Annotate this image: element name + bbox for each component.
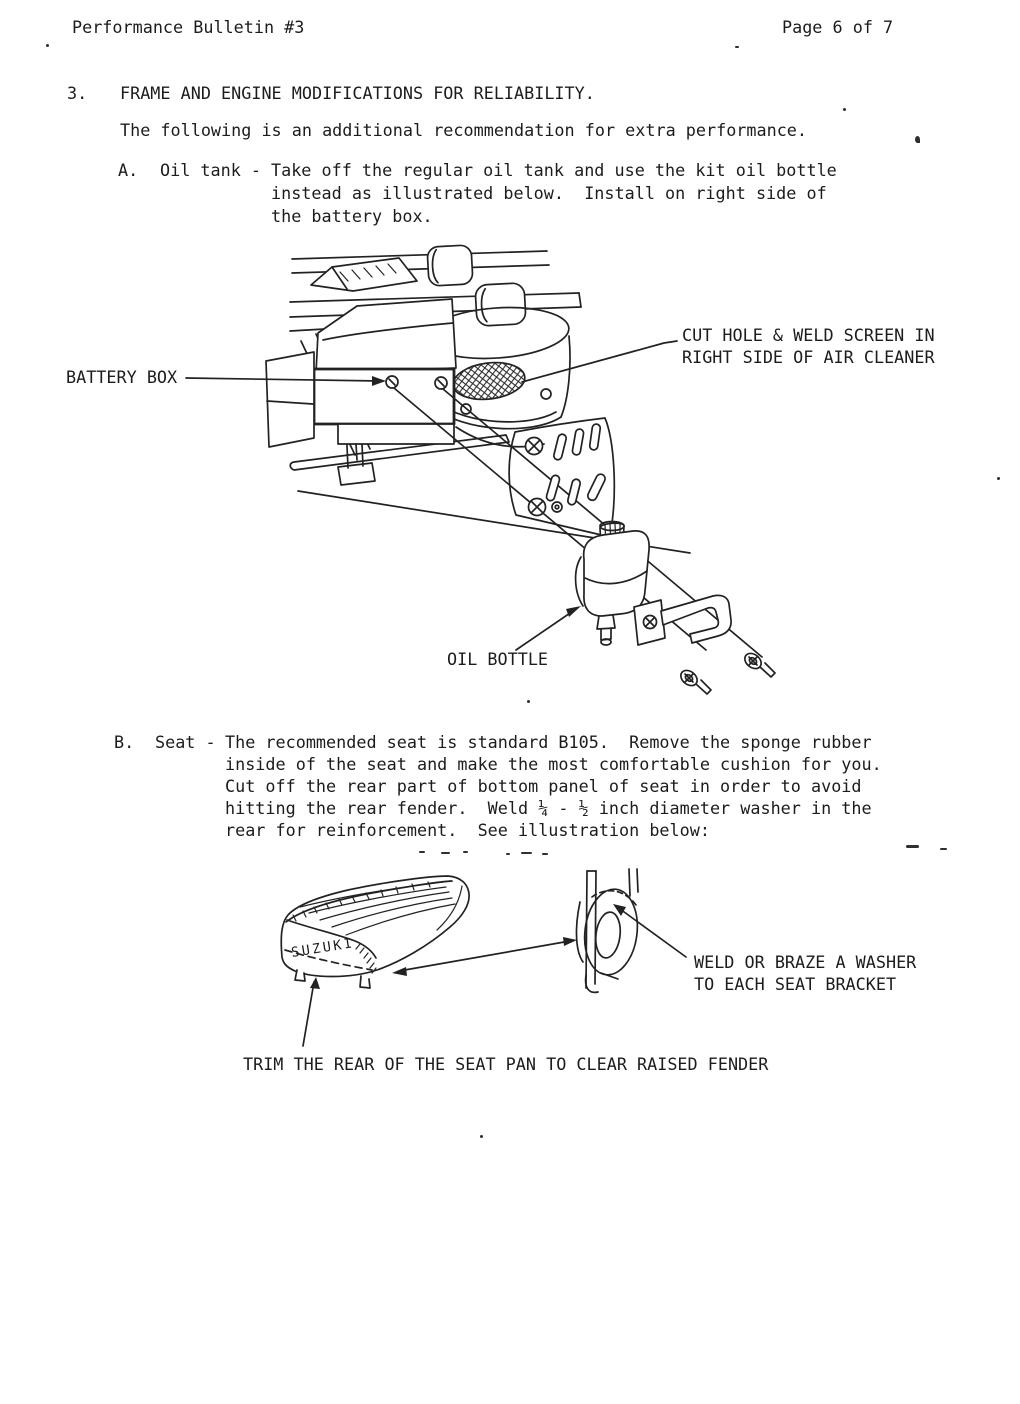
item-b-line4: hitting the rear fender. Weld ¼ - ½ inch diameter washer in the	[225, 798, 872, 818]
washer	[580, 886, 642, 978]
item-a-line1: Take off the regular oil tank and use the kit oil bottle	[271, 160, 837, 180]
weld-label-line2: TO EACH SEAT BRACKET	[694, 974, 897, 994]
weld-washer-leader	[620, 909, 686, 957]
gusset-plate	[311, 258, 417, 291]
scan-noise-dot	[735, 46, 739, 48]
scan-noise-dot	[997, 477, 1000, 480]
item-b-letter: B.	[114, 732, 135, 752]
scan-noise-dash	[542, 853, 548, 855]
scan-noise-dash	[419, 851, 425, 853]
scan-noise-dot	[46, 44, 49, 47]
item-b-line5: rear for reinforcement. See illustration below:	[225, 820, 710, 840]
trim-label: TRIM THE REAR OF THE SEAT PAN TO CLEAR RAISED FENDER	[243, 1054, 769, 1074]
oil-tank-diagram	[40, 238, 980, 708]
mounting-bracket-strap	[634, 595, 731, 645]
cut-hole-label-line1: CUT HOLE & WELD SCREEN IN	[682, 325, 935, 345]
scan-noise-dot	[843, 108, 846, 111]
seat-drawing	[281, 876, 469, 988]
item-b-line1: The recommended seat is standard B105. Remove the sponge rubber	[225, 732, 872, 752]
battery-box-label: BATTERY BOX	[66, 367, 178, 387]
item-a-label: Oil tank -	[160, 160, 262, 180]
scan-noise-dash	[521, 852, 532, 854]
scan-noise-dash	[906, 845, 919, 848]
weld-label-line1: WELD OR BRAZE A WASHER	[694, 952, 917, 972]
cut-hole-label-line2: RIGHT SIDE OF AIR CLEANER	[682, 347, 935, 367]
mounting-screw	[678, 667, 711, 694]
item-a-line3: the battery box.	[271, 206, 433, 226]
scan-noise-dash	[441, 852, 450, 854]
scan-noise-dash	[940, 848, 947, 850]
scan-noise-dot	[527, 700, 530, 703]
scan-noise-dot	[480, 1135, 483, 1138]
section-intro: The following is an additional recommendation for extra performance.	[120, 120, 808, 140]
header-title: Performance Bulletin #3	[72, 17, 305, 37]
screen-hole-hatched	[451, 359, 527, 404]
item-b-label: Seat -	[155, 732, 216, 752]
item-a-letter: A.	[118, 160, 139, 180]
seat-diagram	[240, 860, 1000, 1095]
item-b-line3: Cut off the rear part of bottom panel of seat in order to avoid	[225, 776, 862, 796]
cut-hole-leader	[522, 341, 677, 382]
seat-brand-text: SUZUKI	[290, 935, 356, 961]
item-a-line2: instead as illustrated below. Install on right side of	[271, 183, 827, 203]
trim-note-arrow	[303, 982, 314, 1046]
oil-bottle-leader	[516, 609, 576, 650]
seat-bracket	[576, 869, 642, 992]
scan-noise-dash	[463, 851, 468, 853]
item-b-line2: inside of the seat and make the most comfortable cushion for you.	[225, 754, 882, 774]
scan-noise-dash	[506, 853, 510, 855]
section-heading: FRAME AND ENGINE MODIFICATIONS FOR RELIABILITY.	[120, 83, 595, 103]
section-number: 3.	[67, 83, 88, 103]
oil-bottle-label: OIL BOTTLE	[447, 649, 549, 669]
scan-noise-mark	[915, 136, 920, 143]
header-page-indicator: Page 6 of 7	[782, 17, 894, 37]
cable-clip	[552, 502, 562, 512]
